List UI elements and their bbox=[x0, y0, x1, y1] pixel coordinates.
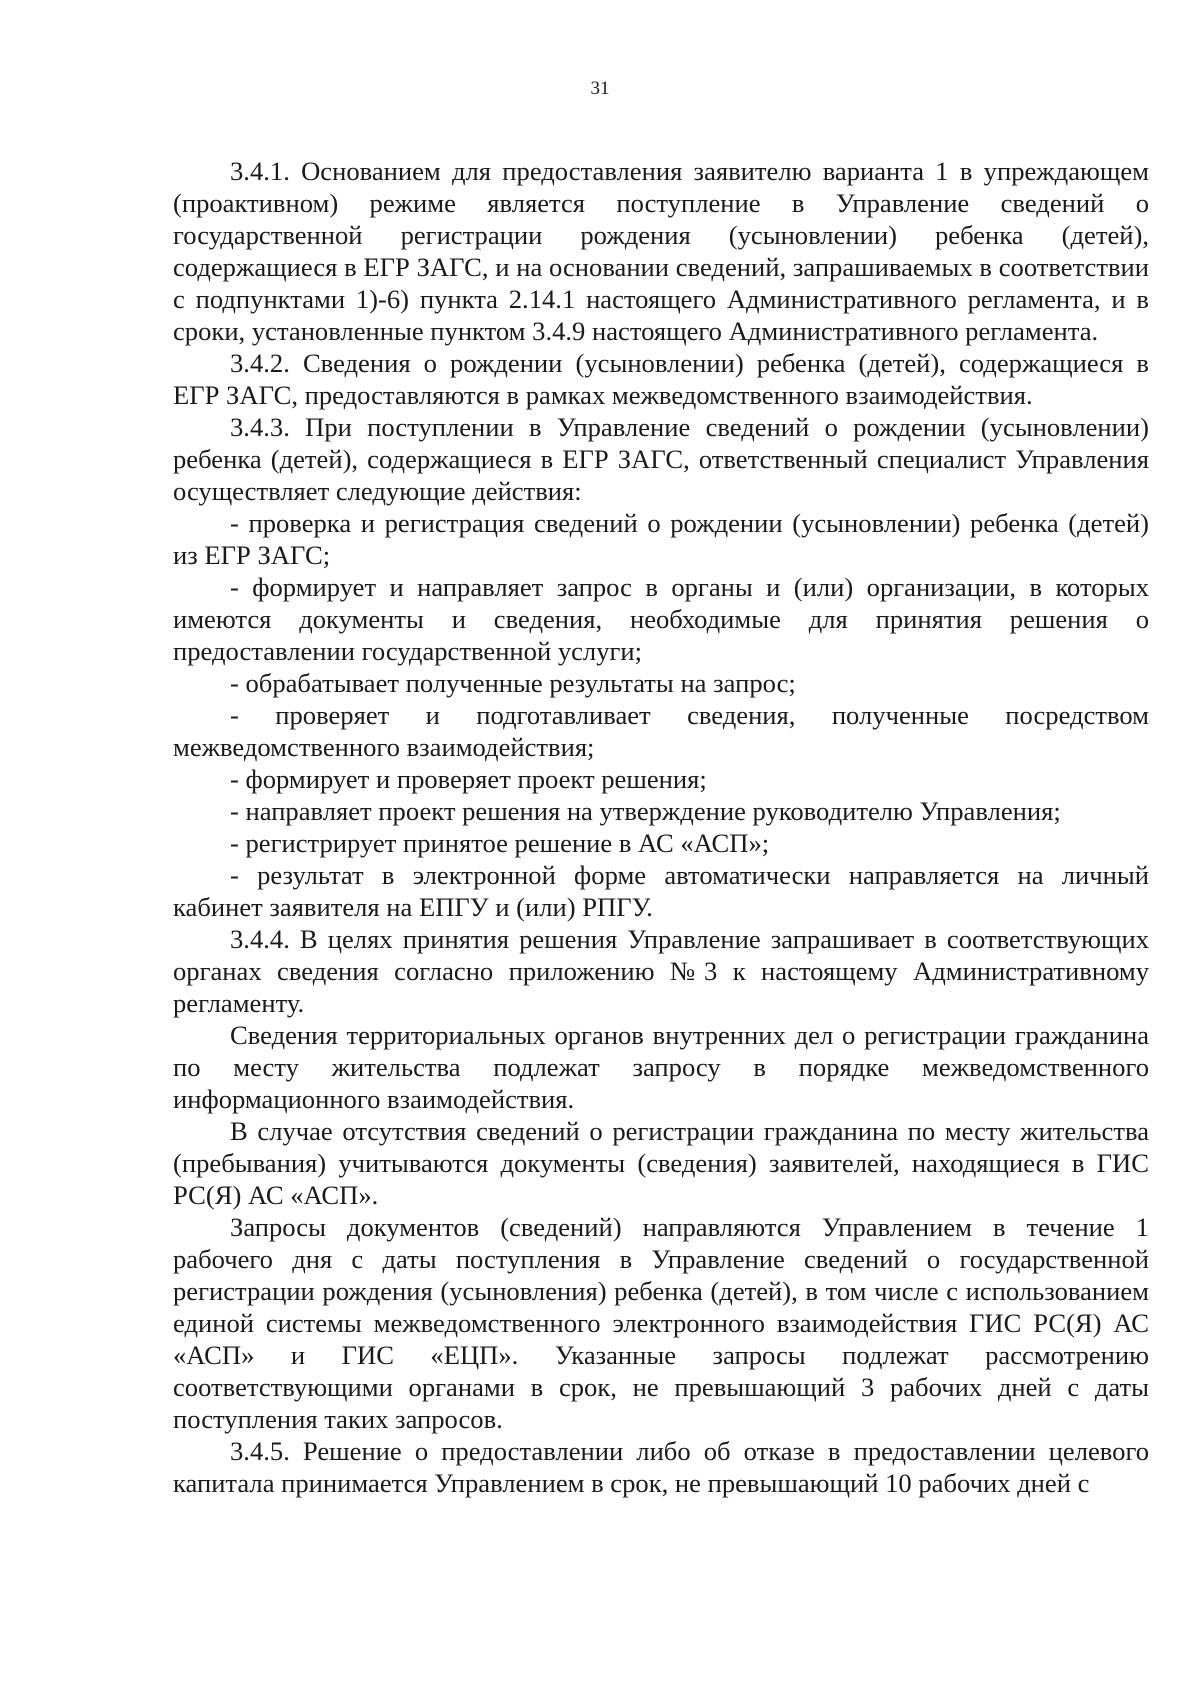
list-item-action: - обрабатывает полученные результаты на запрос; bbox=[230, 668, 796, 698]
list-item-action: - регистрирует принятое решение в АС «АСП»; bbox=[230, 828, 770, 858]
list-item-action: - формирует и проверяет проект решения; bbox=[230, 764, 707, 794]
list-item-action: - проверка и регистрация сведений о рождении (усыновлении) ребенка (детей) из ЕГР ЗАГС; bbox=[173, 508, 1149, 570]
list-item-action: - результат в электронной форме автоматически направляется на личный кабинет заявителя на ЕПГУ и (или) РПГУ. bbox=[173, 860, 1149, 922]
paragraph-3-4-1: 3.4.1. Основанием для предоставления заявителю варианта 1 в упреждающем (проактивном) режиме является поступление в Управление сведений о государственной регистрации рождения (усыновлении) ребенка (детей), содержащиеся в ЕГР ЗАГС, и на основании сведений, запрашиваемых в соответствии с подпунктами 1)-6) пункта 2.14.1 настоящего Административного регламента, и в сроки, установленные пунктом 3.4.9 настоящего Административного регламента. bbox=[173, 156, 1149, 346]
paragraph-3-4-4: 3.4.4. В целях принятия решения Управление запрашивает в соответствующих органах сведения согласно приложению №3 к настоящему Административному регламенту. bbox=[173, 924, 1149, 1018]
list-item-action: - направляет проект решения на утверждение руководителю Управления; bbox=[230, 796, 1061, 826]
paragraph-3-4-3: 3.4.3. При поступлении в Управление сведений о рождении (усыновлении) ребенка (детей), содержащиеся в ЕГР ЗАГС, ответственный специалист Управления осуществляет следующие действия: bbox=[173, 412, 1149, 506]
page-number: 31 bbox=[590, 78, 610, 99]
list-item-action: - формирует и направляет запрос в органы и (или) организации, в которых имеются документы и сведения, необходимые для принятия решения о предоставлении государственной услуги; bbox=[173, 572, 1149, 666]
paragraph-registration-info: Сведения территориальных органов внутренних дел о регистрации гражданина по месту жительства подлежат запросу в порядке межведомственного информационного взаимодействия. bbox=[173, 1020, 1149, 1114]
document-body bbox=[173, 155, 1149, 1499]
list-item-action: - проверяет и подготавливает сведения, полученные посредством межведомственного взаимодействия; bbox=[173, 700, 1149, 762]
paragraph-absence-of-info: В случае отсутствия сведений о регистрации гражданина по месту жительства (пребывания) учитываются документы (сведения) заявителей, находящиеся в ГИС РС(Я) АС «АСП». bbox=[173, 1116, 1149, 1210]
paragraph-requests: Запросы документов (сведений) направляются Управлением в течение 1 рабочего дня с даты поступления в Управление сведений о государственной регистрации рождения (усыновления) ребенка (детей), в том числе с использованием единой системы межведомственного электронного взаимодействия ГИС РС(Я) АС «АСП» и ГИС «ЕЦП». Указанные запросы подлежат рассмотрению соответствующими органами в срок, не превышающий 3 рабочих дней с даты поступления таких запросов. bbox=[173, 1212, 1149, 1434]
paragraph-3-4-5: 3.4.5. Решение о предоставлении либо об отказе в предоставлении целевого капитала принимается Управлением в срок, не превышающий 10 рабочих дней с bbox=[173, 1436, 1149, 1498]
paragraph-3-4-2: 3.4.2. Сведения о рождении (усыновлении) ребенка (детей), содержащиеся в ЕГР ЗАГС, предоставляются в рамках межведомственного взаимодействия. bbox=[173, 348, 1149, 410]
